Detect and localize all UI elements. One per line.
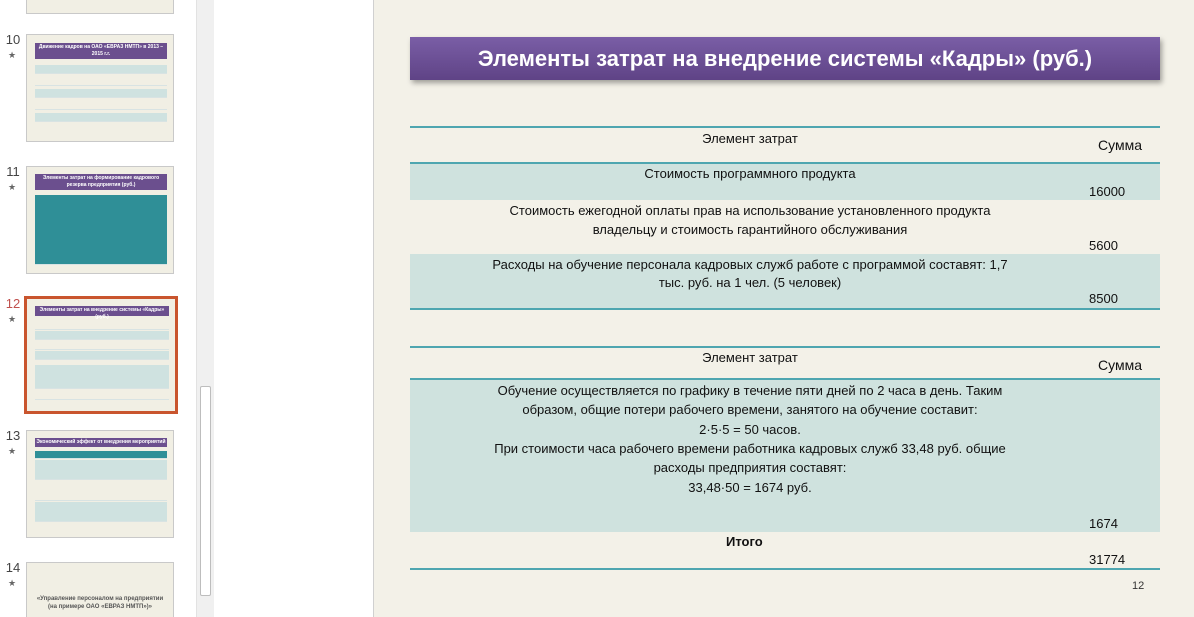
table-rule: [410, 346, 1160, 348]
thumbnail-title: Элементы затрат на внедрение системы «Кадры» (руб.): [35, 306, 169, 316]
row-text-line: владельцу и стоимость гарантийного обслуживания: [592, 222, 908, 237]
row-text: Стоимость программного продукта: [644, 166, 856, 181]
thumbnail-title: Элементы затрат на формирование кадрового резерва предприятия (руб.): [35, 174, 167, 190]
total-label: Итого: [726, 534, 763, 549]
row-text-line: тыс. руб. на 1 чел. (5 человек): [658, 275, 842, 290]
row-text-line: При стоимости часа рабочего времени работника кадровых служб 33,48 руб. общие: [494, 441, 1006, 456]
thumbnail-row: [35, 113, 167, 122]
star-icon: ★: [8, 314, 17, 324]
row-text-line: расходы предприятия составят:: [653, 460, 847, 475]
table-rule: [410, 568, 1160, 570]
table-rule: [410, 126, 1160, 128]
thumbnail-row: [35, 331, 169, 340]
cost-table-1[interactable]: [410, 126, 1160, 312]
slide-number-label: 12: [5, 296, 21, 311]
column-header-element: Элемент затрат: [702, 350, 798, 365]
row-value: 5600: [1089, 238, 1118, 253]
slide-title[interactable]: Элементы затрат на внедрение системы «Кадры» (руб.): [410, 37, 1160, 80]
slide-thumbnail-14[interactable]: [26, 562, 174, 617]
total-value: 31774: [1089, 552, 1126, 567]
table-rule: [410, 308, 1160, 310]
slide-number-label: 11: [6, 164, 20, 179]
thumbnail-row: [35, 460, 167, 480]
thumbnail-row: [35, 77, 167, 86]
column-header-sum: Сумма: [1098, 357, 1142, 373]
row-value: 16000: [1089, 184, 1126, 199]
thumbnail-row: [35, 451, 167, 459]
thumbnail-title: Экономический эффект от внедрения мероприятий: [36, 439, 166, 445]
slide-number-label: 14: [5, 560, 21, 575]
thumbnail-table: [35, 195, 167, 265]
slide-number: 12: [1132, 580, 1145, 592]
thumbnail-title: Движение кадров на ОАО «ЕВРАЗ НМТП» в 2013 – 2015 г.г.: [35, 43, 167, 59]
slide-thumbnail-panel: [0, 0, 196, 617]
scrollbar-thumb[interactable]: [200, 386, 211, 596]
thumbnail-row: [35, 89, 167, 98]
thumbnail-title: «Управление персоналом на предприятии (на примере ОАО «ЕВРАЗ НМТП»)»: [36, 596, 164, 610]
thumbnail-row: [35, 502, 167, 522]
table-row: [410, 200, 1160, 254]
thumbnail-row: [35, 391, 169, 400]
slide-thumbnail-9[interactable]: [26, 0, 174, 14]
slide-thumbnail-12[interactable]: [24, 296, 178, 414]
thumbnail-row: [35, 101, 167, 110]
slide-thumbnail-10[interactable]: [26, 34, 174, 142]
total-row: [410, 532, 1160, 568]
row-text-line: образом, общие потери рабочего времени, занятого на обучение составит:: [522, 402, 978, 417]
slide-number-label: 13: [5, 428, 21, 443]
row-text-line: Обучение осуществляется по графику в течение пяти дней по 2 часа в день. Таким: [497, 383, 1003, 398]
slide-canvas[interactable]: [373, 0, 1194, 617]
star-icon: ★: [8, 182, 17, 192]
column-header-element: Элемент затрат: [702, 131, 798, 146]
row-value: 1674: [1089, 516, 1118, 531]
row-text-line: Расходы на обучение персонала кадровых служб работе с программой составят: 1,7: [492, 257, 1008, 272]
row-text-line: 33,48·50 = 1674 руб.: [688, 480, 812, 495]
slide-thumbnail-11[interactable]: [26, 166, 174, 274]
row-value: 8500: [1089, 291, 1118, 306]
cost-table-2[interactable]: [410, 346, 1160, 572]
thumbnail-scrollbar[interactable]: [196, 0, 214, 617]
column-header-sum: Сумма: [1098, 137, 1142, 153]
table-row: [410, 254, 1160, 308]
table-row: [410, 380, 1160, 532]
thumbnail-row: [35, 351, 169, 360]
panel-splitter: [214, 0, 373, 617]
star-icon: ★: [8, 446, 17, 456]
thumbnail-row: [35, 65, 167, 74]
star-icon: ★: [8, 50, 17, 60]
row-text-line: 2·5·5 = 50 часов.: [699, 422, 801, 437]
slide-number-label: 10: [5, 32, 21, 47]
star-icon: ★: [8, 578, 17, 588]
thumbnail-row: [35, 365, 169, 389]
row-text-line: Стоимость ежегодной оплаты прав на использование установленного продукта: [509, 203, 991, 218]
slide-thumbnail-13[interactable]: [26, 430, 174, 538]
thumbnail-row: [35, 481, 167, 501]
thumbnail-row: [35, 321, 169, 330]
table-row: [410, 164, 1160, 200]
thumbnail-row: [35, 341, 169, 350]
